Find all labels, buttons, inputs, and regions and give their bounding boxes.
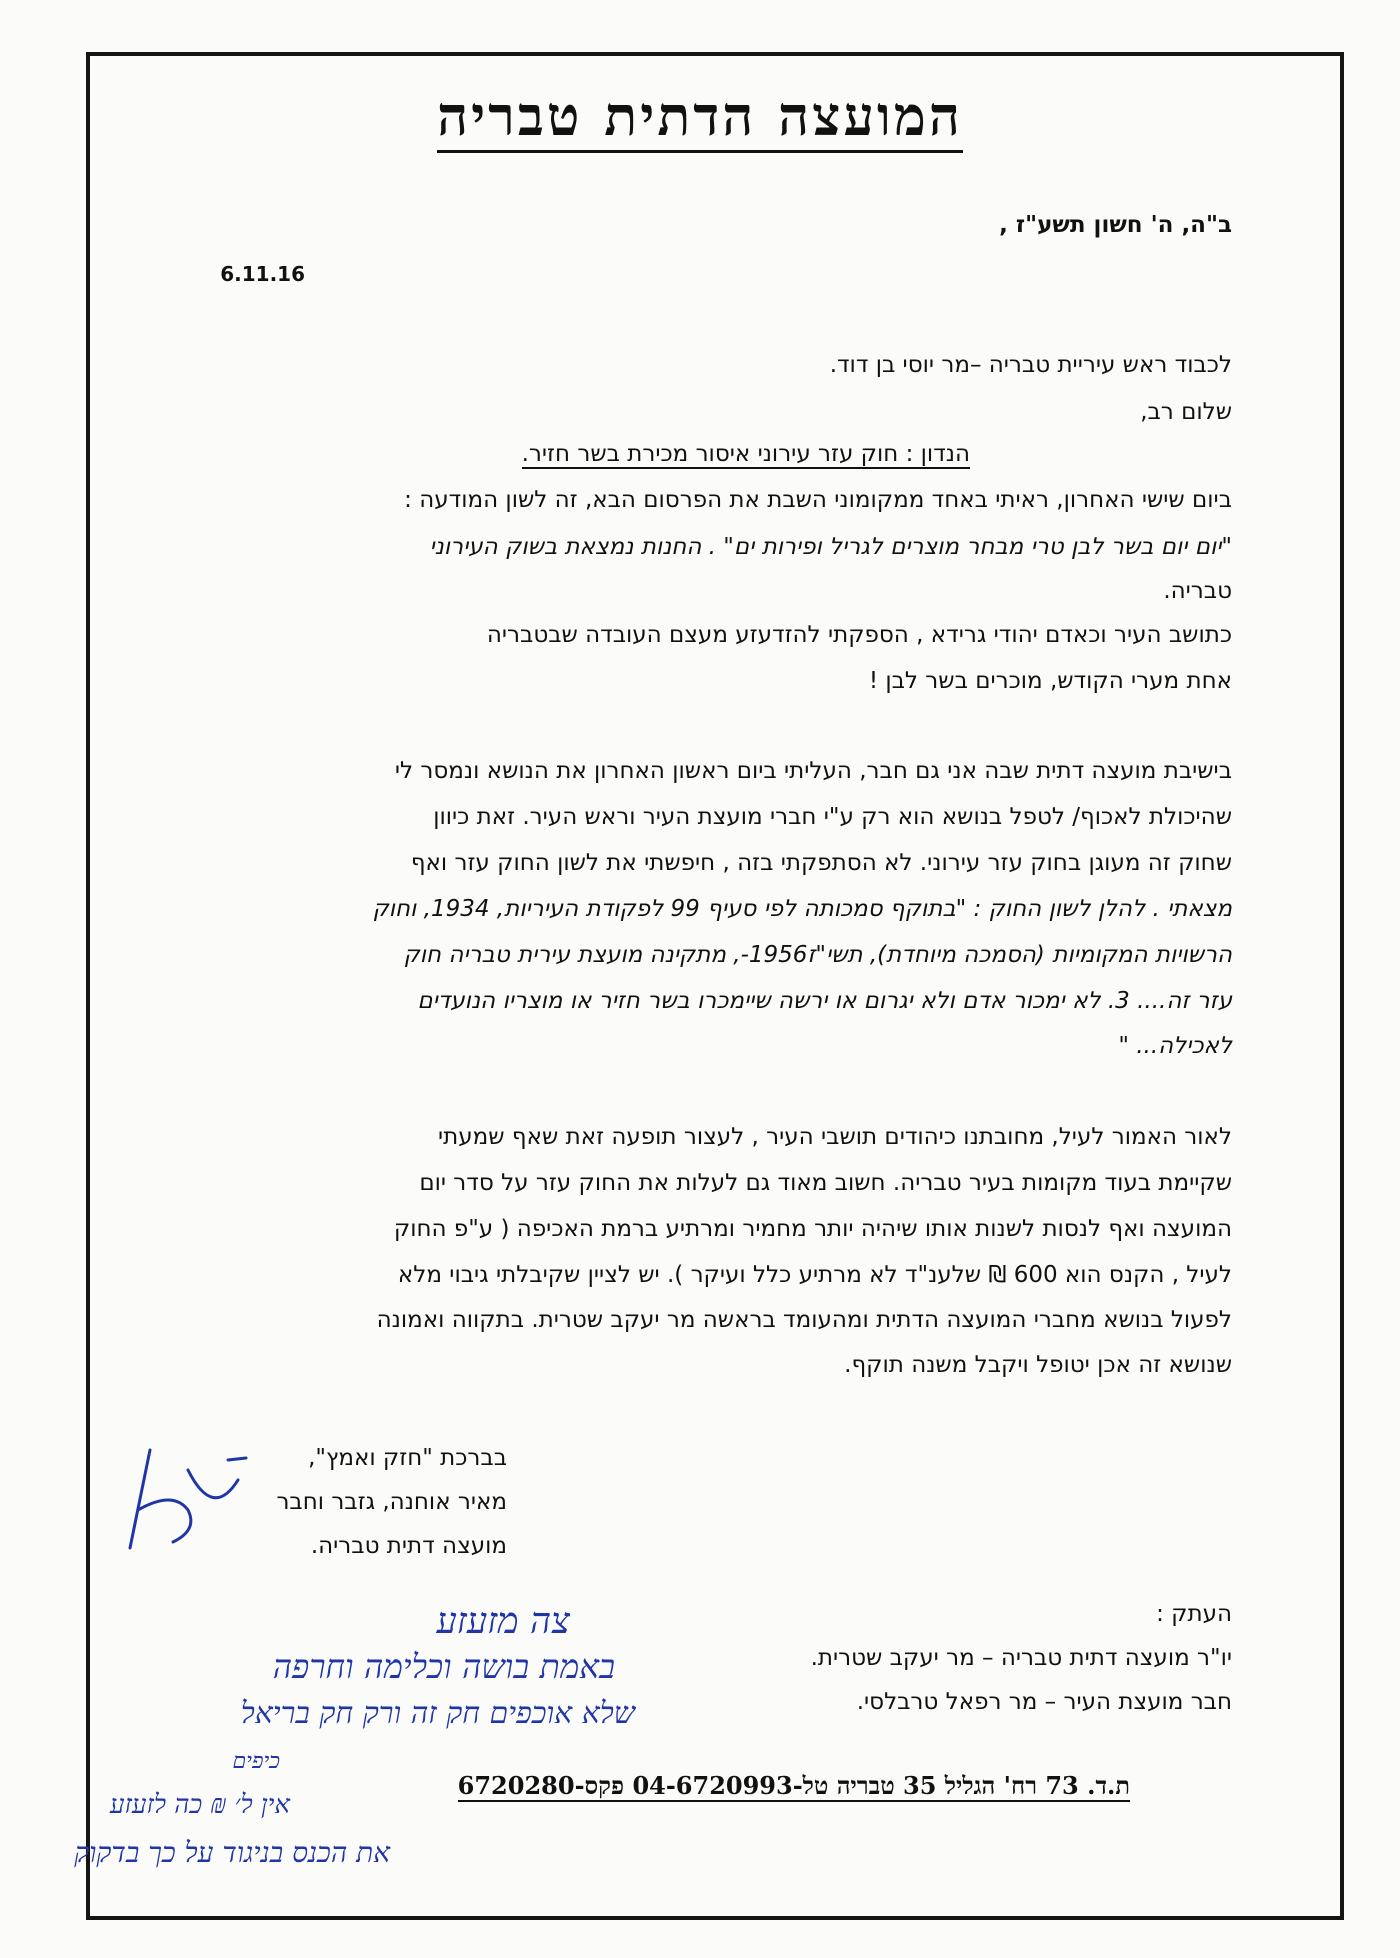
paragraph-line: עזר זה.... 3. לא ימכור אדם ולא יגרום או ירשה שיימכרו בשר חזיר או מוצריו הנועדים <box>417 988 1232 1014</box>
paragraph-line: בישיבת מועצה דתית שבה אני גם חבר, העליתי ביום ראשון האחרון את הנושא ונמסר לי <box>394 758 1232 784</box>
signature-mark <box>118 1430 258 1560</box>
handwritten-note: כיפים <box>232 1749 280 1774</box>
cc-line: חבר מועצת העיר – מר רפאל טרבלסי. <box>856 1689 1232 1715</box>
subject-line: הנדון : חוק עזר עירוני איסור מכירת בשר חזיר. <box>521 441 970 467</box>
page-frame <box>86 52 1344 1920</box>
paragraph-line: ביום שישי האחרון, ראיתי באחד ממקומוני השבת את הפרסום הבא, זה לשון המודעה : <box>404 487 1232 513</box>
paragraph-line: לאכילה... " <box>1118 1033 1232 1059</box>
addressee-line: לכבוד ראש עיריית טבריה –מר יוסי בן דוד. <box>829 352 1232 378</box>
paragraph-line: לפעול בנושא מחברי המועצה הדתית ומהעומד בראשה מר יעקב שטרית. בתקווה ואמונה <box>376 1307 1232 1333</box>
signer-org: מועצה דתית טבריה. <box>310 1533 507 1559</box>
handwritten-note: את הכנס בניגוד על כך בדקוק <box>74 1836 390 1869</box>
signer-name: מאיר אוחנה, גזבר וחבר <box>276 1489 507 1515</box>
closing-blessing: בברכת "חזק ואמץ", <box>308 1445 507 1471</box>
paragraph-line: שנושא זה אכן יטופל ויקבל משנה תוקף. <box>844 1352 1232 1378</box>
footer-contact: ת.ד. 73 רח' הגליל 35 טבריה טל-04-6720993 פקס-6720280 <box>457 1771 1130 1800</box>
paragraph-line: "יום יום בשר לבן טרי מבחר מוצרים לגריל ופירות ים" . החנות נמצאת בשוק העירוני <box>429 534 1232 560</box>
handwritten-note: שלא אוכפים חק זה ורק חק בריאל <box>240 1696 635 1731</box>
greeting: שלום רב, <box>1140 399 1232 425</box>
paragraph-line: שחוק זה מעוגן בחוק עזר עירוני. לא הסתפקתי בזה , חיפשתי את לשון החוק עזר ואף <box>410 850 1232 876</box>
hebrew-date: ב"ה, ה' חשון תשע"ז , <box>999 212 1232 238</box>
paragraph-line: המועצה ואף לנסות לשנות אותו שיהיה יותר מחמיר ומרתיע ברמת האכיפה ( ע"פ החוק <box>393 1216 1232 1242</box>
paragraph-line: שקיימת בעוד מקומות בעיר טבריה. חשוב מאוד גם לעלות את החוק עזר על סדר יום <box>419 1170 1232 1196</box>
paragraph-line: לעיל , הקנס הוא 600 ₪ שלענ"ד לא מרתיע כלל ועיקר ). יש לציין שקיבלתי גיבוי מלא <box>397 1262 1232 1288</box>
handwritten-note: באמת בושה וכלימה וחרפה <box>272 1647 615 1686</box>
paragraph-line: אחת מערי הקודש, מוכרים בשר לבן ! <box>868 668 1232 694</box>
handwritten-note: אין ל׳ ₪ כה לזעזע <box>109 1790 290 1820</box>
paragraph-line: לאור האמור לעיל, מחובתנו כיהודים תושבי העיר , לעצור תופעה זאת שאף שמעתי <box>438 1124 1232 1150</box>
letterhead-title: המועצה הדתית טבריה <box>0 84 1400 148</box>
paragraph-line: טבריה. <box>1163 578 1232 604</box>
paragraph-line: הרשויות המקומיות (הסמכה מיוחדת), תשי"ז1956-, מתקינה מועצת עירית טבריה חוק <box>403 942 1232 968</box>
handwritten-note: צה מזעזע <box>436 1601 570 1642</box>
paragraph-line: מצאתי . להלן לשון החוק : "בתוקף סמכותה לפי סעיף 99 לפקודת העיריות, 1934, וחוק <box>372 896 1232 922</box>
cc-line: יו"ר מועצה דתית טבריה – מר יעקב שטרית. <box>810 1645 1232 1671</box>
gregorian-date: 6.11.16 <box>220 262 305 286</box>
cc-label: העתק : <box>1156 1601 1232 1627</box>
paragraph-line: שהיכולת לאכוף/ לטפל בנושא הוא רק ע"י חברי מועצת העיר וראש העיר. זאת כיוון <box>433 804 1232 830</box>
paragraph-line: כתושב העיר וכאדם יהודי גרידא , הספקתי להזדעזע מעצם העובדה שבטבריה <box>486 622 1232 648</box>
